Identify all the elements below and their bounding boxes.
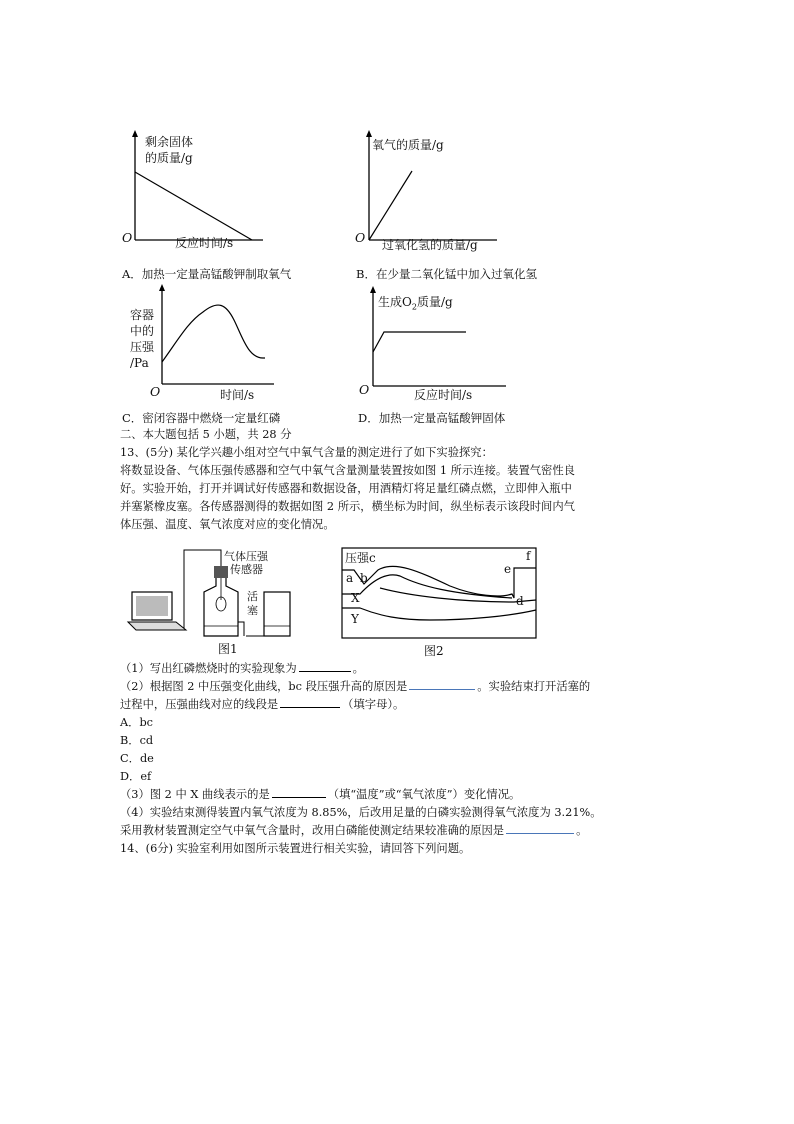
graph-d-caption: D．加热一定量高锰酸钾固体 xyxy=(358,411,506,425)
graph-b xyxy=(352,128,502,253)
q13-part-2-blank-1[interactable] xyxy=(409,678,475,690)
graph-a-origin: O xyxy=(122,230,133,245)
graph-a-ylabel-1: 剩余固体 xyxy=(145,135,194,149)
fig1-sensor-label-2: 传感器 xyxy=(230,563,263,576)
graph-d-xlabel: 反应时间/s xyxy=(414,388,473,402)
q13-intro-1: 13、(5分) 某化学兴趣小组对空气中氧气含量的测定进行了如下实验探究： xyxy=(120,446,493,459)
graph-c-xlabel: 时间/s xyxy=(220,388,255,402)
graph-b-origin: O xyxy=(355,230,366,245)
q14-text: 14、(6分) 实验室利用如图所示装置进行相关实验，请回答下列问题。 xyxy=(120,842,471,855)
graph-c-ylabel-3: 压强 xyxy=(130,340,155,354)
figure-1-drawing xyxy=(126,542,296,660)
beaker xyxy=(264,592,290,636)
fig2-f-label: f xyxy=(526,549,531,563)
graph-c-ylabel-1: 容器 xyxy=(130,308,155,322)
graph-d xyxy=(356,282,516,407)
q13-part-3: （3）图 2 中 X 曲线表示的是 （填“温度”或“氧气浓度”）变化情况。 xyxy=(120,788,521,801)
q13-part-1-blank[interactable] xyxy=(299,660,351,672)
graph-b-curve xyxy=(369,171,412,240)
q13-intro-3: 好。实验开始，打开并调试好传感器和数据设备，用酒精灯将足量红磷点燃，立即伸入瓶中 xyxy=(120,482,572,495)
q13-part-4-line-2: 采用教材装置测定空气中氧气含量时，改用白磷能使测定结果较准确的原因是 。 xyxy=(120,824,588,837)
graph-c-origin: O xyxy=(150,384,161,399)
graph-b-xlabel: 过氧化氢的质量/g xyxy=(382,238,478,252)
graph-c-caption: C．密闭容器中燃烧一定量红磷 xyxy=(122,411,281,425)
fig2-b-label: b xyxy=(360,571,368,585)
fig1-label: 图1 xyxy=(218,642,238,656)
graph-d-y-arrow xyxy=(370,286,376,293)
outlet-tube xyxy=(238,622,244,636)
q13-part-2-line-2: 过程中，压强曲线对应的线段是 （填字母）。 xyxy=(120,698,405,711)
graph-a-ylabel-2: 的质量/g xyxy=(145,151,193,165)
figure-2 xyxy=(340,546,540,660)
q13-part-2-line-1: （2）根据图 2 中压强变化曲线，bc 段压强升高的原因是 。实验结束打开活塞的 xyxy=(120,680,591,693)
graph-b-ylabel: 氧气的质量/g xyxy=(372,138,444,152)
q13-option-b[interactable]: B．cd xyxy=(120,734,154,747)
fig2-a-label: a xyxy=(346,571,354,585)
q13-part-2-blank-2[interactable] xyxy=(280,696,340,708)
graph-c-curve xyxy=(162,305,265,362)
fig2-label: 图2 xyxy=(424,644,444,658)
graph-d-curve xyxy=(373,332,466,352)
figure-1 xyxy=(126,542,296,660)
laptop-keyboard xyxy=(128,622,186,630)
sensor-wire xyxy=(184,550,221,628)
graph-b-caption: B．在少量二氧化锰中加入过氧化氢 xyxy=(356,267,537,281)
fig2-e-label: e xyxy=(504,562,512,576)
fig2-x-label: X xyxy=(351,591,360,605)
graph-c-y-arrow xyxy=(159,284,165,291)
q13-part-3-blank[interactable] xyxy=(272,786,326,798)
q13-option-c[interactable]: C．de xyxy=(120,752,154,765)
fig1-valve-label-1: 活 xyxy=(247,590,258,603)
graph-a-y-arrow xyxy=(132,130,138,137)
section-2-heading: 二、本大题包括 5 小题，共 28 分 xyxy=(120,428,292,441)
q13-option-d[interactable]: D．ef xyxy=(120,770,152,783)
bottle-stopper xyxy=(214,566,228,578)
fig1-sensor-label-1: 气体压强 xyxy=(224,550,268,563)
graph-a xyxy=(118,128,268,250)
fig2-pressure-label: 压强c xyxy=(345,551,376,565)
q13-intro-2: 将数显设备、气体压强传感器和空气中氧气含量测量装置按如图 1 所示连接。装置气密性良 xyxy=(120,464,575,477)
q13-part-1: （1）写出红磷燃烧时的实验现象为 。 xyxy=(120,662,364,675)
q13-option-a[interactable]: A．bc xyxy=(120,716,154,729)
q13-intro-5: 体压强、温度、氧气浓度对应的变化情况。 xyxy=(120,518,335,531)
q13-part-4-line-1: （4）实验结束测得装置内氧气浓度为 8.85%，后改用足量的白磷实验测得氧气浓度为 3.21%。 xyxy=(120,806,602,819)
q13-part-4-blank[interactable] xyxy=(506,822,574,834)
graph-b-y-arrow xyxy=(366,130,372,137)
graph-c-ylabel-2: 中的 xyxy=(130,324,155,338)
fig1-valve-label-2: 塞 xyxy=(247,604,258,617)
y-curve xyxy=(342,608,536,620)
graph-d-origin: O xyxy=(359,382,370,397)
laptop-display xyxy=(136,596,168,616)
graph-d-ylabel: 生成$O_2$质量/g xyxy=(378,295,453,312)
graph-a-curve xyxy=(135,172,252,240)
graph-a-xlabel: 反应时间/s xyxy=(175,236,234,250)
graph-a-caption: A．加热一定量高锰酸钾制取氧气 xyxy=(122,267,292,281)
q13-intro-4: 并塞紧橡皮塞。各传感器测得的数据如图 2 所示，横坐标为时间，纵坐标表示该段时间内气 xyxy=(120,500,575,513)
fig2-y-label: Y xyxy=(351,612,359,626)
fig2-d-label: d xyxy=(516,594,524,608)
graph-c xyxy=(118,280,278,405)
graph-c-ylabel-4: /Pa xyxy=(130,356,149,370)
